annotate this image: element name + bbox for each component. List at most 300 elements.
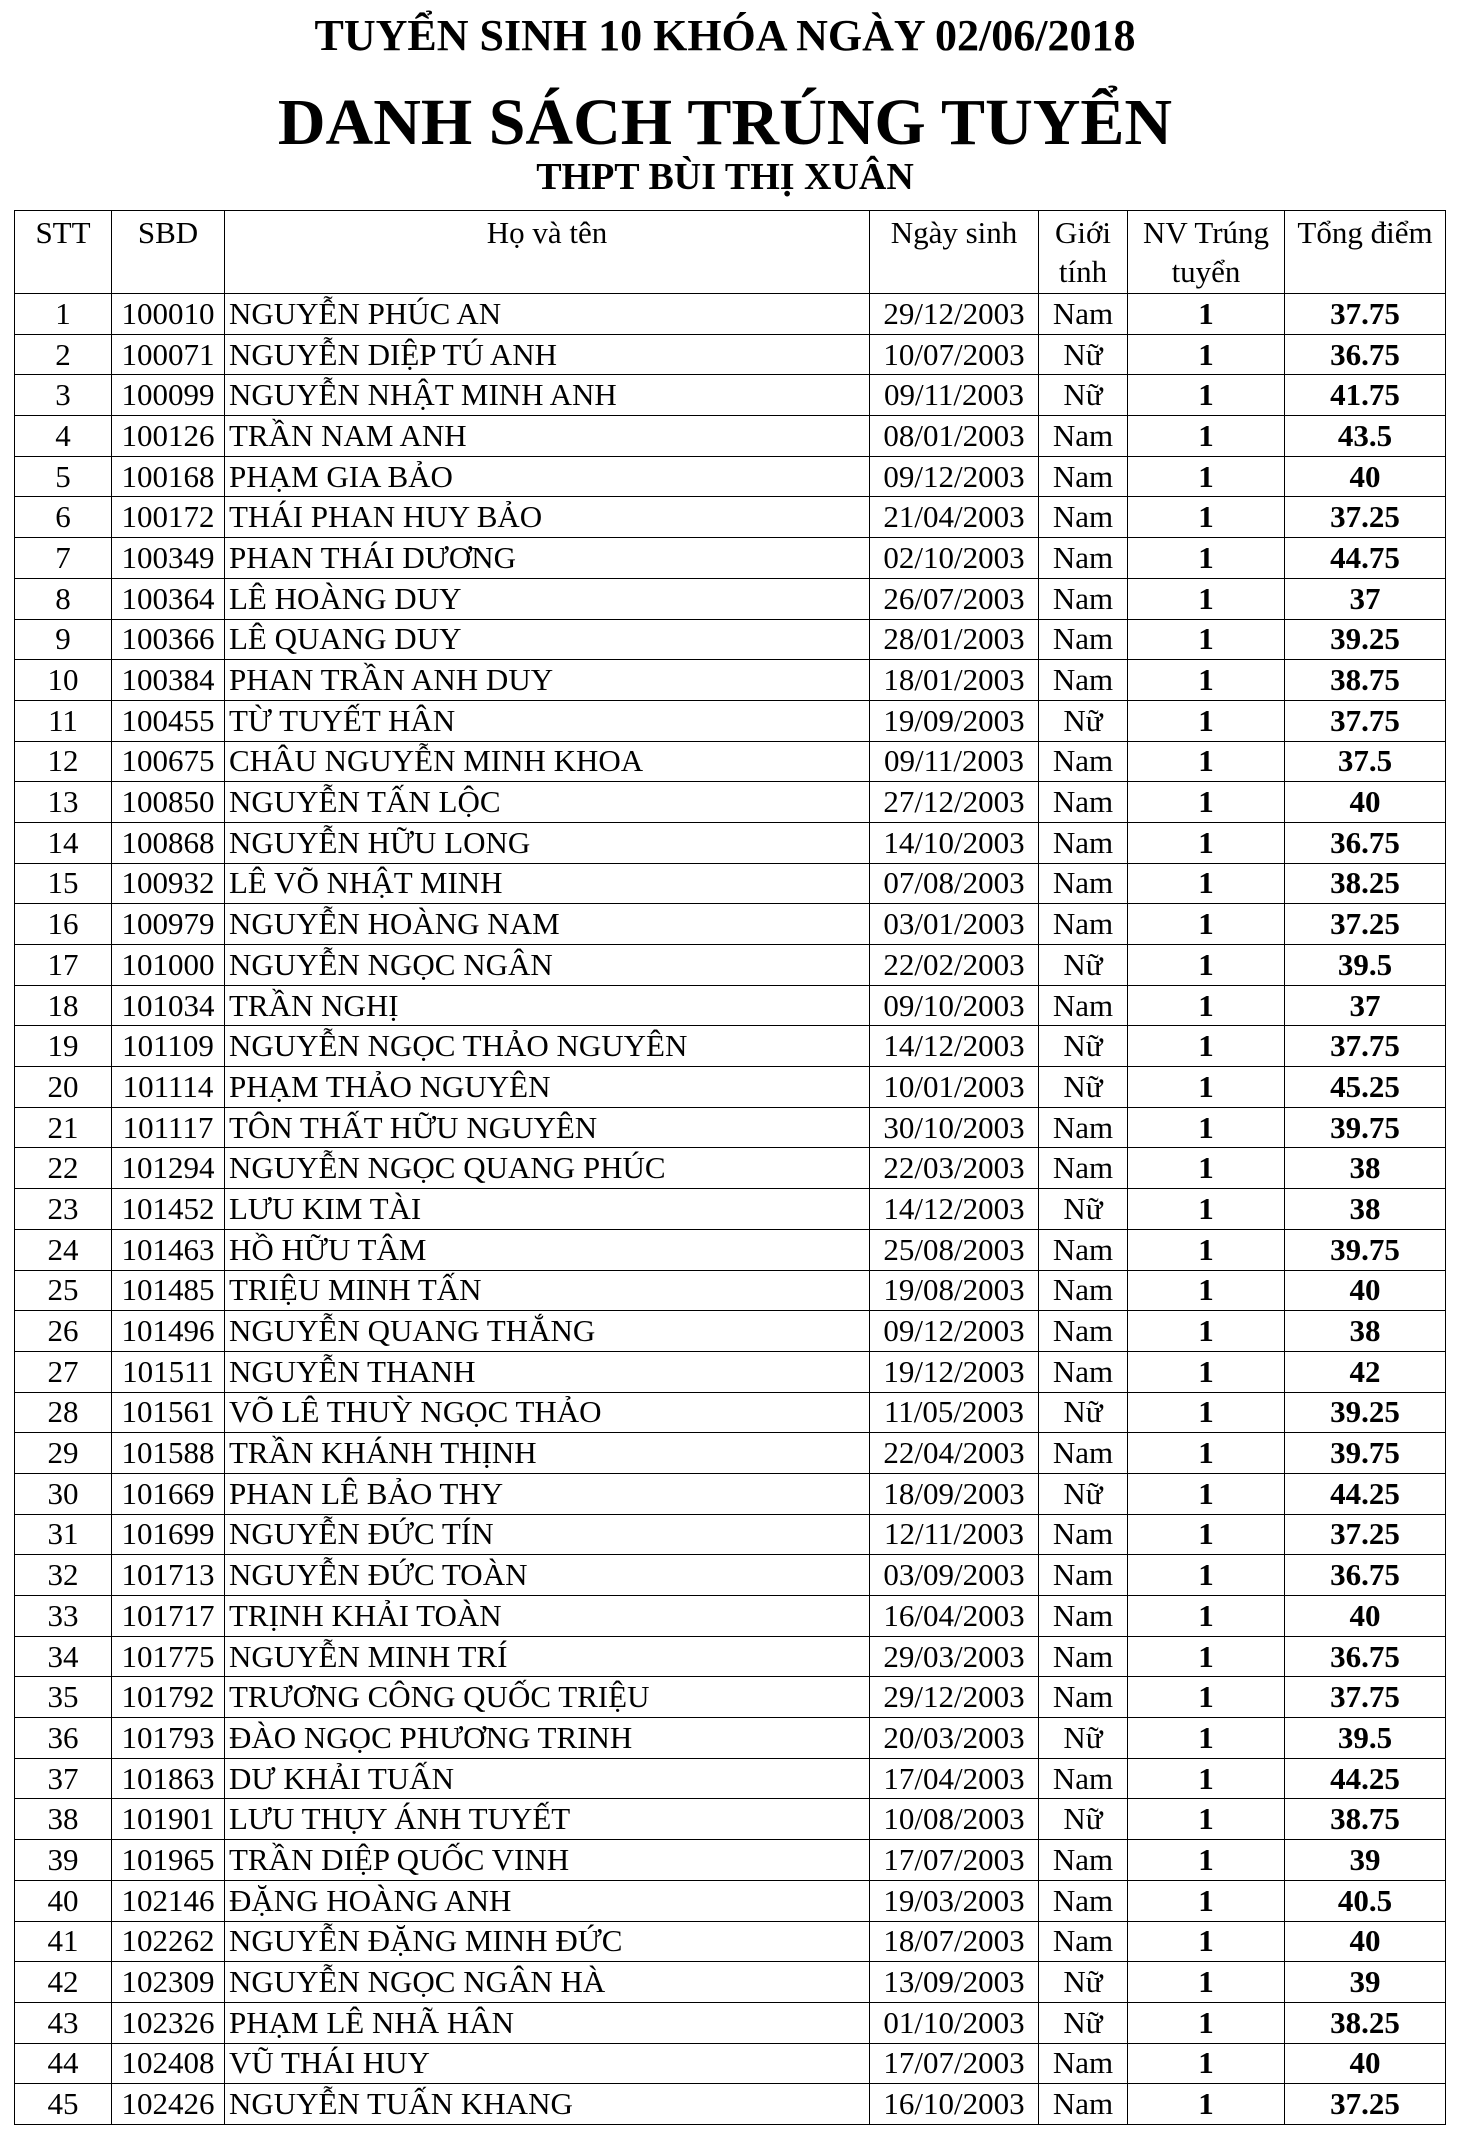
cell-score: 39.5 [1285, 945, 1446, 986]
cell-score: 40 [1285, 1921, 1446, 1962]
cell-nv: 1 [1128, 1677, 1285, 1718]
cell-dob: 29/03/2003 [870, 1636, 1039, 1677]
cell-stt: 15 [15, 863, 112, 904]
cell-score: 38.75 [1285, 1799, 1446, 1840]
cell-sbd: 102326 [112, 2002, 225, 2043]
cell-stt: 35 [15, 1677, 112, 1718]
table-row [15, 1067, 1446, 1108]
cell-score: 40 [1285, 782, 1446, 823]
cell-stt: 20 [15, 1067, 112, 1108]
cell-sbd: 101863 [112, 1758, 225, 1799]
table-row [15, 700, 1446, 741]
cell-sex: Nam [1039, 822, 1128, 863]
cell-name: NGUYỄN HỮU LONG [225, 822, 870, 863]
cell-name: PHẠM LÊ NHÃ HÂN [225, 2002, 870, 2043]
cell-nv: 1 [1128, 863, 1285, 904]
cell-sex: Nam [1039, 497, 1128, 538]
cell-dob: 22/04/2003 [870, 1433, 1039, 1474]
cell-dob: 29/12/2003 [870, 294, 1039, 335]
cell-score: 39.75 [1285, 1433, 1446, 1474]
cell-score: 37.75 [1285, 700, 1446, 741]
table-row [15, 1433, 1446, 1474]
cell-sex: Nam [1039, 578, 1128, 619]
table-row [15, 822, 1446, 863]
cell-name: NGUYỄN THANH [225, 1351, 870, 1392]
cell-stt: 40 [15, 1880, 112, 1921]
cell-sex: Nam [1039, 2043, 1128, 2084]
cell-sex: Nam [1039, 1148, 1128, 1189]
cell-nv: 1 [1128, 497, 1285, 538]
cell-score: 44.25 [1285, 1758, 1446, 1799]
table-row [15, 2084, 1446, 2125]
cell-nv: 1 [1128, 1799, 1285, 1840]
col-header-sex-line2: tính [1058, 254, 1108, 289]
cell-name: NGUYỄN NGỌC QUANG PHÚC [225, 1148, 870, 1189]
cell-dob: 18/07/2003 [870, 1921, 1039, 1962]
cell-stt: 17 [15, 945, 112, 986]
cell-name: PHAN THÁI DƯƠNG [225, 538, 870, 579]
cell-score: 39 [1285, 1962, 1446, 2003]
cell-dob: 27/12/2003 [870, 782, 1039, 823]
col-header-nv-line2: tuyển [1171, 254, 1241, 289]
table-row [15, 1718, 1446, 1759]
cell-sbd: 100010 [112, 294, 225, 335]
cell-sex: Nam [1039, 619, 1128, 660]
school-name: THPT BÙI THỊ XUÂN [536, 156, 914, 198]
table-row [15, 456, 1446, 497]
cell-dob: 07/08/2003 [870, 863, 1039, 904]
cell-score: 39.25 [1285, 1392, 1446, 1433]
col-header-nv-line1: NV Trúng [1142, 215, 1270, 250]
cell-name: TRẦN NAM ANH [225, 416, 870, 457]
cell-score: 44.75 [1285, 538, 1446, 579]
cell-sbd: 100349 [112, 538, 225, 579]
cell-sbd: 101496 [112, 1311, 225, 1352]
cell-score: 44.25 [1285, 1473, 1446, 1514]
cell-nv: 1 [1128, 2002, 1285, 2043]
cell-sbd: 102426 [112, 2084, 225, 2125]
table-row [15, 985, 1446, 1026]
cell-stt: 29 [15, 1433, 112, 1474]
cell-score: 39 [1285, 1840, 1446, 1881]
cell-sbd: 101793 [112, 1718, 225, 1759]
cell-name: ĐẶNG HOÀNG ANH [225, 1880, 870, 1921]
cell-sex: Nam [1039, 863, 1128, 904]
cell-name: LÊ HOÀNG DUY [225, 578, 870, 619]
cell-stt: 23 [15, 1189, 112, 1230]
cell-nv: 1 [1128, 1148, 1285, 1189]
cell-dob: 10/08/2003 [870, 1799, 1039, 1840]
table-row [15, 1148, 1446, 1189]
cell-name: TRƯƠNG CÔNG QUỐC TRIỆU [225, 1677, 870, 1718]
cell-score: 40 [1285, 1596, 1446, 1637]
cell-sbd: 101463 [112, 1229, 225, 1270]
cell-nv: 1 [1128, 1107, 1285, 1148]
cell-name: NGUYỄN PHÚC AN [225, 294, 870, 335]
cell-score: 42 [1285, 1351, 1446, 1392]
cell-nv: 1 [1128, 945, 1285, 986]
cell-sbd: 100366 [112, 619, 225, 660]
table-row [15, 1596, 1446, 1637]
cell-stt: 12 [15, 741, 112, 782]
table-row [15, 904, 1446, 945]
cell-dob: 18/01/2003 [870, 660, 1039, 701]
cell-dob: 22/02/2003 [870, 945, 1039, 986]
cell-name: NGUYỄN ĐỨC TÍN [225, 1514, 870, 1555]
cell-score: 41.75 [1285, 375, 1446, 416]
cell-stt: 36 [15, 1718, 112, 1759]
cell-sex: Nam [1039, 741, 1128, 782]
cell-dob: 16/04/2003 [870, 1596, 1039, 1637]
cell-sex: Nam [1039, 1921, 1128, 1962]
cell-nv: 1 [1128, 1636, 1285, 1677]
cell-sbd: 100071 [112, 334, 225, 375]
cell-sex: Nữ [1039, 1189, 1128, 1230]
cell-stt: 13 [15, 782, 112, 823]
cell-dob: 03/01/2003 [870, 904, 1039, 945]
cell-score: 37.25 [1285, 2084, 1446, 2125]
cell-name: VŨ THÁI HUY [225, 2043, 870, 2084]
table-row [15, 863, 1446, 904]
cell-stt: 45 [15, 2084, 112, 2125]
cell-nv: 1 [1128, 578, 1285, 619]
cell-name: LÊ VÕ NHẬT MINH [225, 863, 870, 904]
cell-sex: Nam [1039, 1880, 1128, 1921]
cell-nv: 1 [1128, 741, 1285, 782]
cell-nv: 1 [1128, 1555, 1285, 1596]
cell-sbd: 101109 [112, 1026, 225, 1067]
cell-sex: Nam [1039, 1229, 1128, 1270]
cell-sex: Nữ [1039, 1799, 1128, 1840]
cell-name: NGUYỄN HOÀNG NAM [225, 904, 870, 945]
table-row [15, 1107, 1446, 1148]
cell-sex: Nam [1039, 985, 1128, 1026]
cell-score: 36.75 [1285, 334, 1446, 375]
cell-stt: 39 [15, 1840, 112, 1881]
table-row [15, 334, 1446, 375]
table-row [15, 1351, 1446, 1392]
cell-nv: 1 [1128, 700, 1285, 741]
cell-score: 39.25 [1285, 619, 1446, 660]
cell-nv: 1 [1128, 1311, 1285, 1352]
cell-sbd: 100099 [112, 375, 225, 416]
cell-nv: 1 [1128, 904, 1285, 945]
cell-nv: 1 [1128, 1596, 1285, 1637]
cell-name: PHAN TRẦN ANH DUY [225, 660, 870, 701]
cell-sex: Nữ [1039, 2002, 1128, 2043]
cell-sex: Nữ [1039, 1067, 1128, 1108]
cell-name: TRẦN DIỆP QUỐC VINH [225, 1840, 870, 1881]
cell-sex: Nữ [1039, 1718, 1128, 1759]
cell-dob: 14/12/2003 [870, 1026, 1039, 1067]
cell-sex: Nam [1039, 1270, 1128, 1311]
cell-sex: Nam [1039, 1636, 1128, 1677]
cell-nv: 1 [1128, 822, 1285, 863]
cell-nv: 1 [1128, 1433, 1285, 1474]
table-body [15, 294, 1446, 2125]
cell-name: NGUYỄN ĐẶNG MINH ĐỨC [225, 1921, 870, 1962]
table-row [15, 1229, 1446, 1270]
table-row [15, 1840, 1446, 1881]
col-header-dob: Ngày sinh [870, 211, 1039, 294]
cell-score: 38.25 [1285, 863, 1446, 904]
cell-sbd: 101901 [112, 1799, 225, 1840]
cell-stt: 44 [15, 2043, 112, 2084]
cell-sex: Nam [1039, 782, 1128, 823]
table-row [15, 2043, 1446, 2084]
cell-score: 38.75 [1285, 660, 1446, 701]
cell-stt: 41 [15, 1921, 112, 1962]
cell-stt: 5 [15, 456, 112, 497]
cell-dob: 10/01/2003 [870, 1067, 1039, 1108]
table-row [15, 1311, 1446, 1352]
table-row [15, 538, 1446, 579]
cell-sbd: 101669 [112, 1473, 225, 1514]
cell-stt: 22 [15, 1148, 112, 1189]
col-header-name: Họ và tên [225, 211, 870, 294]
cell-sex: Nam [1039, 1514, 1128, 1555]
cell-nv: 1 [1128, 294, 1285, 335]
cell-sex: Nam [1039, 2084, 1128, 2125]
cell-sex: Nam [1039, 1351, 1128, 1392]
cell-sbd: 100168 [112, 456, 225, 497]
cell-name: PHẠM GIA BẢO [225, 456, 870, 497]
cell-sbd: 101792 [112, 1677, 225, 1718]
cell-stt: 43 [15, 2002, 112, 2043]
cell-nv: 1 [1128, 1351, 1285, 1392]
cell-dob: 09/10/2003 [870, 985, 1039, 1026]
table-row [15, 619, 1446, 660]
cell-score: 37.25 [1285, 1514, 1446, 1555]
cell-stt: 27 [15, 1351, 112, 1392]
cell-nv: 1 [1128, 1840, 1285, 1881]
cell-sbd: 100979 [112, 904, 225, 945]
cell-sex: Nam [1039, 1677, 1128, 1718]
cell-score: 39.75 [1285, 1229, 1446, 1270]
cell-sex: Nam [1039, 416, 1128, 457]
cell-name: NGUYỄN TUẤN KHANG [225, 2084, 870, 2125]
cell-sbd: 101775 [112, 1636, 225, 1677]
table-row [15, 1555, 1446, 1596]
cell-stt: 25 [15, 1270, 112, 1311]
cell-stt: 19 [15, 1026, 112, 1067]
cell-stt: 24 [15, 1229, 112, 1270]
cell-score: 37.25 [1285, 904, 1446, 945]
table-row [15, 1270, 1446, 1311]
cell-nv: 1 [1128, 2043, 1285, 2084]
table-row [15, 1921, 1446, 1962]
cell-sex: Nữ [1039, 1026, 1128, 1067]
cell-score: 36.75 [1285, 1555, 1446, 1596]
cell-score: 40 [1285, 2043, 1446, 2084]
cell-sex: Nam [1039, 904, 1128, 945]
cell-sex: Nam [1039, 1596, 1128, 1637]
table-row [15, 294, 1446, 335]
table-row [15, 660, 1446, 701]
cell-dob: 25/08/2003 [870, 1229, 1039, 1270]
cell-dob: 28/01/2003 [870, 619, 1039, 660]
cell-nv: 1 [1128, 1392, 1285, 1433]
cell-sbd: 101114 [112, 1067, 225, 1108]
cell-sbd: 101588 [112, 1433, 225, 1474]
cell-score: 36.75 [1285, 822, 1446, 863]
cell-score: 37.75 [1285, 294, 1446, 335]
cell-nv: 1 [1128, 1270, 1285, 1311]
table-row [15, 741, 1446, 782]
cell-sbd: 101965 [112, 1840, 225, 1881]
cell-score: 38 [1285, 1311, 1446, 1352]
cell-stt: 30 [15, 1473, 112, 1514]
cell-dob: 26/07/2003 [870, 578, 1039, 619]
cell-sex: Nam [1039, 294, 1128, 335]
table-row [15, 1514, 1446, 1555]
cell-nv: 1 [1128, 1189, 1285, 1230]
cell-sbd: 101000 [112, 945, 225, 986]
cell-score: 40 [1285, 456, 1446, 497]
cell-score: 38.25 [1285, 2002, 1446, 2043]
cell-stt: 6 [15, 497, 112, 538]
cell-sbd: 101117 [112, 1107, 225, 1148]
cell-nv: 1 [1128, 1067, 1285, 1108]
cell-score: 37 [1285, 578, 1446, 619]
cell-stt: 18 [15, 985, 112, 1026]
cell-stt: 28 [15, 1392, 112, 1433]
cell-sbd: 102146 [112, 1880, 225, 1921]
col-header-sbd: SBD [112, 211, 225, 294]
cell-sbd: 100868 [112, 822, 225, 863]
table-row [15, 1880, 1446, 1921]
table-header-row [15, 211, 1446, 294]
cell-dob: 19/03/2003 [870, 1880, 1039, 1921]
cell-nv: 1 [1128, 1718, 1285, 1759]
cell-score: 37.25 [1285, 497, 1446, 538]
table-row [15, 1026, 1446, 1067]
cell-dob: 12/11/2003 [870, 1514, 1039, 1555]
cell-sbd: 100384 [112, 660, 225, 701]
cell-stt: 8 [15, 578, 112, 619]
cell-sbd: 100455 [112, 700, 225, 741]
cell-sex: Nam [1039, 456, 1128, 497]
table-row [15, 945, 1446, 986]
cell-dob: 11/05/2003 [870, 1392, 1039, 1433]
cell-stt: 14 [15, 822, 112, 863]
cell-score: 43.5 [1285, 416, 1446, 457]
cell-sex: Nam [1039, 538, 1128, 579]
cell-name: NGUYỄN NHẬT MINH ANH [225, 375, 870, 416]
cell-sex: Nữ [1039, 334, 1128, 375]
cell-dob: 16/10/2003 [870, 2084, 1039, 2125]
cell-sex: Nam [1039, 1433, 1128, 1474]
cell-dob: 10/07/2003 [870, 334, 1039, 375]
cell-stt: 38 [15, 1799, 112, 1840]
cell-name: LƯU KIM TÀI [225, 1189, 870, 1230]
col-header-stt: STT [15, 211, 112, 294]
cell-nv: 1 [1128, 1229, 1285, 1270]
cell-nv: 1 [1128, 985, 1285, 1026]
cell-stt: 26 [15, 1311, 112, 1352]
cell-stt: 33 [15, 1596, 112, 1637]
cell-nv: 1 [1128, 1962, 1285, 2003]
cell-score: 39.5 [1285, 1718, 1446, 1759]
cell-nv: 1 [1128, 334, 1285, 375]
cell-score: 40 [1285, 1270, 1446, 1311]
cell-dob: 09/11/2003 [870, 375, 1039, 416]
col-header-nv [1128, 211, 1285, 294]
table-row [15, 1962, 1446, 2003]
cell-sbd: 102309 [112, 1962, 225, 2003]
cell-sbd: 102262 [112, 1921, 225, 1962]
cell-stt: 2 [15, 334, 112, 375]
cell-dob: 09/12/2003 [870, 456, 1039, 497]
cell-nv: 1 [1128, 1758, 1285, 1799]
cell-name: TRIỆU MINH TẤN [225, 1270, 870, 1311]
cell-name: ĐÀO NGỌC PHƯƠNG TRINH [225, 1718, 870, 1759]
cell-score: 40.5 [1285, 1880, 1446, 1921]
cell-sbd: 101485 [112, 1270, 225, 1311]
cell-dob: 29/12/2003 [870, 1677, 1039, 1718]
cell-name: NGUYỄN DIỆP TÚ ANH [225, 334, 870, 375]
cell-nv: 1 [1128, 660, 1285, 701]
cell-name: NGUYỄN NGỌC THẢO NGUYÊN [225, 1026, 870, 1067]
cell-sex: Nam [1039, 1758, 1128, 1799]
cell-name: TRỊNH KHẢI TOÀN [225, 1596, 870, 1637]
cell-dob: 14/12/2003 [870, 1189, 1039, 1230]
cell-name: CHÂU NGUYỄN MINH KHOA [225, 741, 870, 782]
cell-dob: 09/11/2003 [870, 741, 1039, 782]
cell-sex: Nam [1039, 1840, 1128, 1881]
cell-dob: 22/03/2003 [870, 1148, 1039, 1189]
cell-name: TÔN THẤT HỮU NGUYÊN [225, 1107, 870, 1148]
admission-table [14, 210, 1446, 2125]
cell-name: THÁI PHAN HUY BẢO [225, 497, 870, 538]
cell-name: PHẠM THẢO NGUYÊN [225, 1067, 870, 1108]
cell-dob: 19/12/2003 [870, 1351, 1039, 1392]
cell-stt: 16 [15, 904, 112, 945]
cell-sbd: 100172 [112, 497, 225, 538]
cell-sex: Nam [1039, 1311, 1128, 1352]
cell-nv: 1 [1128, 375, 1285, 416]
cell-stt: 11 [15, 700, 112, 741]
cell-score: 39.75 [1285, 1107, 1446, 1148]
table-row [15, 1677, 1446, 1718]
cell-nv: 1 [1128, 1921, 1285, 1962]
cell-sbd: 100850 [112, 782, 225, 823]
cell-stt: 31 [15, 1514, 112, 1555]
cell-score: 36.75 [1285, 1636, 1446, 1677]
cell-sbd: 101511 [112, 1351, 225, 1392]
table-row [15, 1473, 1446, 1514]
cell-nv: 1 [1128, 416, 1285, 457]
cell-sbd: 100364 [112, 578, 225, 619]
cell-stt: 42 [15, 1962, 112, 2003]
cell-sbd: 100675 [112, 741, 225, 782]
cell-dob: 08/01/2003 [870, 416, 1039, 457]
cell-name: NGUYỄN MINH TRÍ [225, 1636, 870, 1677]
cell-sbd: 101294 [112, 1148, 225, 1189]
cell-nv: 1 [1128, 782, 1285, 823]
cell-nv: 1 [1128, 619, 1285, 660]
cell-sbd: 101452 [112, 1189, 225, 1230]
cell-dob: 17/07/2003 [870, 1840, 1039, 1881]
cell-stt: 10 [15, 660, 112, 701]
cell-sbd: 101699 [112, 1514, 225, 1555]
cell-sbd: 101034 [112, 985, 225, 1026]
cell-name: PHAN LÊ BẢO THY [225, 1473, 870, 1514]
cell-dob: 18/09/2003 [870, 1473, 1039, 1514]
cell-score: 38 [1285, 1189, 1446, 1230]
cell-score: 37.75 [1285, 1026, 1446, 1067]
cell-sex: Nữ [1039, 1392, 1128, 1433]
